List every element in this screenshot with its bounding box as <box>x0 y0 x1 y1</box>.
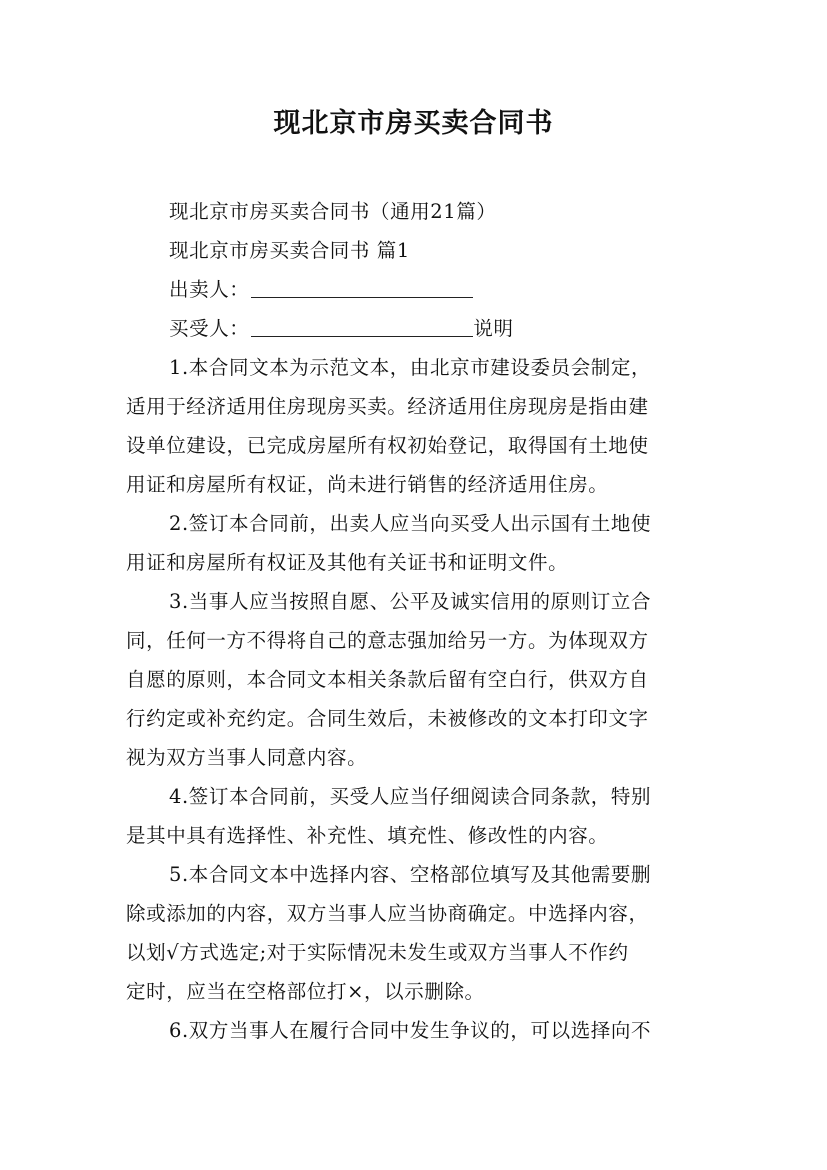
buyer-blank <box>251 312 473 337</box>
subtitle: 现北京市房买卖合同书（通用21篇） <box>169 200 497 223</box>
paragraph-line: 定时，应当在空格部位打×，以示删除。 <box>126 980 485 1003</box>
paragraph-line: 设单位建设，已完成房屋所有权初始登记，取得国有土地使 <box>126 434 649 457</box>
seller-line <box>126 270 716 309</box>
paragraph-line: 同，任何一方不得将自己的意志强加给另一方。为体现双方 <box>126 629 649 652</box>
buyer-label: 买受人： <box>169 317 250 340</box>
paragraph-line: 1.本合同文本为示范文本，由北京市建设委员会制定， <box>169 356 652 379</box>
paragraph-line: 是其中具有选择性、补充性、填充性、修改性的内容。 <box>126 824 609 847</box>
paragraph-line: 2.签订本合同前，出卖人应当向买受人出示国有土地使 <box>169 512 652 535</box>
seller-label: 出卖人： <box>169 278 250 301</box>
paragraph-line: 6.双方当事人在履行合同中发生争议的，可以选择向不 <box>169 1019 652 1042</box>
paragraph-5 <box>126 855 716 1011</box>
paragraph-line: 除或添加的内容，双方当事人应当协商确定。中选择内容， <box>126 902 649 925</box>
part-heading: 现北京市房买卖合同书 篇1 <box>169 239 410 262</box>
paragraph-line: 用证和房屋所有权证及其他有关证书和证明文件。 <box>126 551 569 574</box>
document-body <box>126 192 716 1050</box>
buyer-line <box>126 309 716 348</box>
paragraph-line: 3.当事人应当按照自愿、公平及诚实信用的原则订立合 <box>169 590 652 613</box>
buyer-suffix: 说明 <box>473 317 514 340</box>
paragraph-line: 视为双方当事人同意内容。 <box>126 746 368 769</box>
paragraph-4 <box>126 777 716 855</box>
paragraph-2 <box>126 504 716 582</box>
paragraph-6 <box>126 1011 716 1050</box>
paragraph-line: 自愿的原则，本合同文本相关条款后留有空白行，供双方自 <box>126 668 649 691</box>
paragraph-line: 4.签订本合同前，买受人应当仔细阅读合同条款，特别 <box>169 785 652 808</box>
paragraph-3 <box>126 582 716 777</box>
paragraph-line: 5.本合同文本中选择内容、空格部位填写及其他需要删 <box>169 863 652 886</box>
seller-blank <box>251 273 473 298</box>
paragraph-line: 行约定或补充约定。合同生效后，未被修改的文本打印文字 <box>126 707 649 730</box>
paragraph-line: 以划√方式选定;对于实际情况未发生或双方当事人不作约 <box>126 941 629 964</box>
paragraph-line: 适用于经济适用住房现房买卖。经济适用住房现房是指由建 <box>126 395 649 418</box>
document-title: 现北京市房买卖合同书 <box>273 108 554 139</box>
paragraph-1 <box>126 348 716 504</box>
paragraph-line: 用证和房屋所有权证，尚未进行销售的经济适用住房。 <box>126 473 609 496</box>
